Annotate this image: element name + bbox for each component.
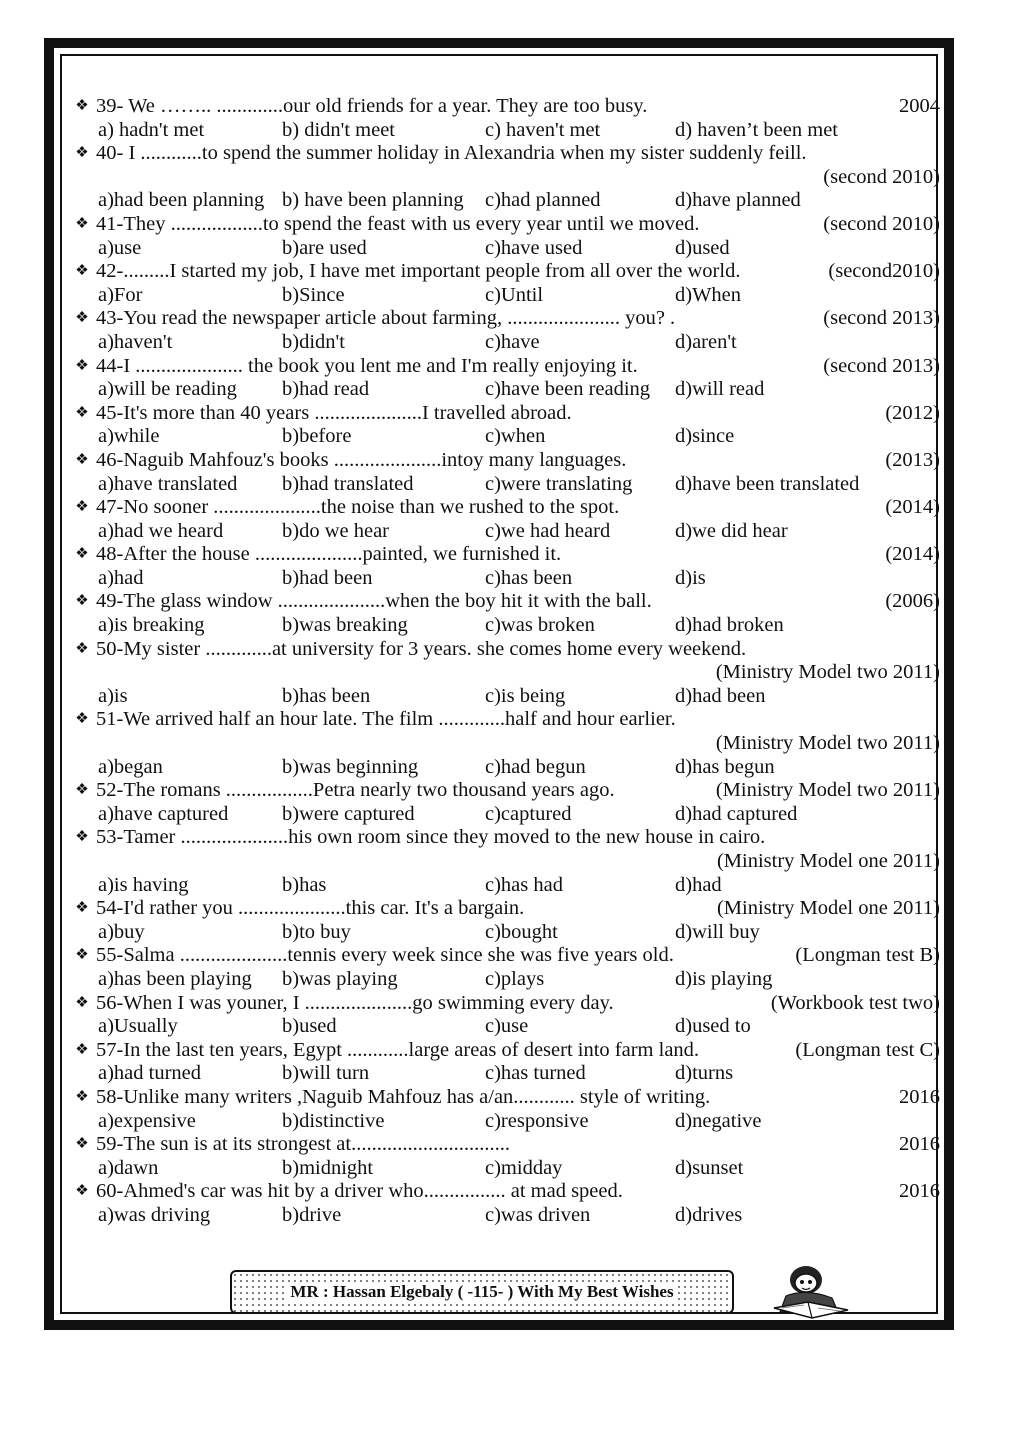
option-c[interactable]: c)was driven bbox=[485, 1203, 591, 1226]
options-row bbox=[70, 473, 940, 497]
option-b[interactable]: b)to buy bbox=[282, 920, 351, 943]
question-text: 52-The romans .................Petra nearly two thousand years ago. bbox=[96, 779, 615, 802]
option-d[interactable]: d)When bbox=[675, 283, 742, 306]
option-c[interactable]: c)responsive bbox=[485, 1109, 589, 1132]
frame-right-bar bbox=[944, 38, 954, 1330]
teacher-reading-illustration bbox=[768, 1262, 860, 1322]
question-text: 47-No sooner .....................the noise than we rushed to the spot. bbox=[96, 496, 620, 519]
option-d[interactable]: d)sunset bbox=[675, 1156, 744, 1179]
options-row bbox=[70, 567, 940, 591]
option-a[interactable]: a)while bbox=[98, 425, 160, 448]
option-d[interactable]: d)will buy bbox=[675, 920, 760, 943]
question-text: 54-I'd rather you .....................this car. It's a bargain. bbox=[96, 897, 525, 920]
question-text: 59-The sun is at its strongest at............................... bbox=[96, 1133, 510, 1156]
question-text: 50-My sister .............at university for 3 years. she comes home every weekend. bbox=[96, 637, 747, 660]
options-row bbox=[70, 803, 940, 827]
question-source: 2016 bbox=[899, 1085, 940, 1108]
option-c[interactable]: c)were translating bbox=[485, 472, 633, 495]
question-text: 40- I ............to spend the summer holiday in Alexandria when my sister suddenly feill. bbox=[96, 142, 807, 165]
question-source-line bbox=[70, 850, 940, 874]
option-a[interactable]: a)is having bbox=[98, 873, 189, 896]
option-b[interactable]: b) didn't meet bbox=[282, 118, 396, 141]
four-point-diamond-icon: ❖ bbox=[75, 451, 89, 468]
four-point-diamond-icon: ❖ bbox=[75, 546, 89, 563]
question-source: (Ministry Model one 2011) bbox=[716, 897, 940, 920]
question-source: (second 2013) bbox=[823, 354, 940, 377]
option-b[interactable]: b)didn't bbox=[282, 330, 345, 353]
option-d[interactable]: d)is playing bbox=[675, 967, 773, 990]
option-b[interactable]: b) have been planning bbox=[282, 189, 464, 212]
option-d[interactable]: d)is bbox=[675, 566, 706, 589]
option-c[interactable]: c)has turned bbox=[485, 1062, 586, 1085]
options-row bbox=[70, 237, 940, 261]
question-text: 41-They ..................to spend the feast with us every year until we moved. bbox=[96, 212, 700, 235]
four-point-diamond-icon: ❖ bbox=[75, 947, 89, 964]
options-row bbox=[70, 921, 940, 945]
option-c[interactable]: c)have used bbox=[485, 236, 583, 259]
option-b[interactable]: b)do we hear bbox=[282, 519, 390, 542]
option-d[interactable]: d)used bbox=[675, 236, 730, 259]
option-a[interactable]: a)will be reading bbox=[98, 378, 237, 401]
options-row bbox=[70, 331, 940, 355]
option-a[interactable]: a)dawn bbox=[98, 1156, 159, 1179]
question-text: 60-Ahmed's car was hit by a driver who................ at mad speed. bbox=[96, 1180, 623, 1203]
option-d[interactable]: d)negative bbox=[675, 1109, 762, 1132]
question-text: 49-The glass window .....................when the boy hit it with the ball. bbox=[96, 590, 652, 613]
question-source: (Workbook test two) bbox=[770, 991, 940, 1014]
question-row bbox=[70, 496, 940, 520]
question-source: (second 2010) bbox=[823, 165, 940, 188]
option-c[interactable]: c)has been bbox=[485, 566, 573, 589]
option-d[interactable]: d)had been bbox=[675, 684, 766, 707]
option-a[interactable]: a)had turned bbox=[98, 1062, 202, 1085]
options-row bbox=[70, 189, 940, 213]
four-point-diamond-icon: ❖ bbox=[75, 829, 89, 846]
options-row bbox=[70, 1110, 940, 1134]
question-source: (second 2013) bbox=[823, 307, 940, 330]
question-source: 2016 bbox=[899, 1133, 940, 1156]
question-row bbox=[70, 1039, 940, 1063]
option-b[interactable]: b)was playing bbox=[282, 967, 398, 990]
option-d[interactable]: d)has begun bbox=[675, 755, 775, 778]
options-row bbox=[70, 968, 940, 992]
four-point-diamond-icon: ❖ bbox=[75, 1183, 89, 1200]
option-c[interactable]: c)is being bbox=[485, 684, 566, 707]
question-source: (2012) bbox=[885, 401, 940, 424]
question-row bbox=[70, 543, 940, 567]
question-text: 53-Tamer .....................his own room since they moved to the new house in cairo. bbox=[96, 826, 766, 849]
options-row bbox=[70, 1015, 940, 1039]
footer-banner bbox=[230, 1270, 734, 1314]
option-d[interactable]: d)since bbox=[675, 425, 735, 448]
question-source-line bbox=[70, 166, 940, 190]
option-a[interactable]: a)is bbox=[98, 684, 128, 707]
option-d[interactable]: d)we did hear bbox=[675, 519, 788, 542]
four-point-diamond-icon: ❖ bbox=[75, 263, 89, 280]
question-row bbox=[70, 307, 940, 331]
option-b[interactable]: b)drive bbox=[282, 1203, 342, 1226]
option-a[interactable]: a)haven't bbox=[98, 330, 173, 353]
question-text: 46-Naguib Mahfouz's books .....................intoy many languages. bbox=[96, 448, 627, 471]
option-a[interactable]: a)is breaking bbox=[98, 614, 205, 637]
four-point-diamond-icon: ❖ bbox=[75, 145, 89, 162]
question-text: 57-In the last ten years, Egypt ............large areas of desert into farm land. bbox=[96, 1038, 700, 1061]
option-a[interactable]: a)was driving bbox=[98, 1203, 211, 1226]
question-source: (Longman test B) bbox=[795, 944, 940, 967]
question-row bbox=[70, 590, 940, 614]
four-point-diamond-icon: ❖ bbox=[75, 1136, 89, 1153]
option-d[interactable]: d)had bbox=[675, 873, 722, 896]
option-b[interactable]: b)has bbox=[282, 873, 327, 896]
options-row bbox=[70, 284, 940, 308]
option-d[interactable]: d)turns bbox=[675, 1062, 734, 1085]
question-text: 42-.........I started my job, I have met important people from all over the world. bbox=[96, 260, 741, 283]
option-c[interactable]: c)we had heard bbox=[485, 519, 611, 542]
question-source: (2006) bbox=[885, 590, 940, 613]
four-point-diamond-icon: ❖ bbox=[75, 215, 89, 232]
option-c[interactable]: c)has had bbox=[485, 873, 563, 896]
option-c[interactable]: c)had begun bbox=[485, 755, 586, 778]
options-row bbox=[70, 1062, 940, 1086]
option-a[interactable]: a)have translated bbox=[98, 472, 238, 495]
option-b[interactable]: b)will turn bbox=[282, 1062, 370, 1085]
option-c[interactable]: c)captured bbox=[485, 802, 572, 825]
question-row bbox=[70, 1086, 940, 1110]
option-b[interactable]: b)were captured bbox=[282, 802, 415, 825]
question-text: 44-I ..................... the book you lent me and I'm really enjoying it. bbox=[96, 354, 638, 377]
option-c[interactable]: c)was broken bbox=[485, 614, 595, 637]
four-point-diamond-icon: ❖ bbox=[75, 357, 89, 374]
question-row bbox=[70, 708, 940, 732]
question-source: (Ministry Model one 2011) bbox=[716, 850, 940, 872]
option-c[interactable]: c)plays bbox=[485, 967, 545, 990]
question-list bbox=[70, 95, 940, 1228]
options-row bbox=[70, 756, 940, 780]
options-row bbox=[70, 520, 940, 544]
option-b[interactable]: b)distinctive bbox=[282, 1109, 385, 1132]
options-row bbox=[70, 1204, 940, 1228]
four-point-diamond-icon: ❖ bbox=[75, 404, 89, 421]
question-text: 45-It's more than 40 years .....................I travelled abroad. bbox=[96, 401, 572, 424]
option-a[interactable]: a) hadn't met bbox=[98, 118, 205, 141]
question-row bbox=[70, 638, 940, 662]
question-row bbox=[70, 826, 940, 850]
question-row bbox=[70, 449, 940, 473]
footer-text: MR : Hassan Elgebaly ( -115- ) With My Best Wishes bbox=[290, 1282, 674, 1301]
four-point-diamond-icon: ❖ bbox=[75, 593, 89, 610]
question-text: 43-You read the newspaper article about farming, ...................... you? . bbox=[96, 307, 676, 330]
option-b[interactable]: b)before bbox=[282, 425, 352, 448]
question-row bbox=[70, 897, 940, 921]
option-b[interactable]: b)used bbox=[282, 1015, 337, 1038]
option-c[interactable]: c) haven't met bbox=[485, 118, 601, 141]
question-source-line bbox=[70, 661, 940, 685]
option-d[interactable]: d)have planned bbox=[675, 189, 801, 212]
option-a[interactable]: a)For bbox=[98, 283, 143, 306]
options-row bbox=[70, 874, 940, 898]
options-row bbox=[70, 119, 940, 143]
option-a[interactable]: a)Usually bbox=[98, 1015, 178, 1038]
four-point-diamond-icon: ❖ bbox=[75, 900, 89, 917]
option-b[interactable]: b)had been bbox=[282, 566, 373, 589]
frame-left-bar bbox=[44, 38, 54, 1330]
question-row bbox=[70, 779, 940, 803]
question-source: (second2010) bbox=[828, 260, 940, 283]
option-b[interactable]: b)are used bbox=[282, 236, 367, 259]
question-source: 2004 bbox=[899, 95, 940, 117]
option-a[interactable]: a)began bbox=[98, 755, 163, 778]
options-row bbox=[70, 614, 940, 638]
four-point-diamond-icon: ❖ bbox=[75, 782, 89, 799]
options-row bbox=[70, 425, 940, 449]
question-source: (2014) bbox=[885, 496, 940, 519]
question-text: 39- We …….. .............our old friends for a year. They are too busy. bbox=[96, 95, 648, 117]
question-source-line bbox=[70, 732, 940, 756]
option-c[interactable]: c)have bbox=[485, 330, 540, 353]
question-row bbox=[70, 402, 940, 426]
four-point-diamond-icon: ❖ bbox=[75, 310, 89, 327]
option-c[interactable]: c)bought bbox=[485, 920, 558, 943]
option-a[interactable]: a)expensive bbox=[98, 1109, 196, 1132]
option-b[interactable]: b)had translated bbox=[282, 472, 414, 495]
option-a[interactable]: a)has been playing bbox=[98, 967, 252, 990]
question-row bbox=[70, 992, 940, 1016]
question-text: 55-Salma .....................tennis every week since she was five years old. bbox=[96, 944, 674, 967]
four-point-diamond-icon: ❖ bbox=[75, 1088, 89, 1105]
four-point-diamond-icon: ❖ bbox=[75, 711, 89, 728]
option-a[interactable]: a)had been planning bbox=[98, 189, 265, 212]
option-c[interactable]: c)when bbox=[485, 425, 546, 448]
options-row bbox=[70, 1157, 940, 1181]
question-source: (2014) bbox=[885, 543, 940, 566]
option-b[interactable]: b)had read bbox=[282, 378, 370, 401]
options-row bbox=[70, 685, 940, 709]
question-source: (Longman test C) bbox=[795, 1038, 940, 1061]
option-d[interactable]: d)drives bbox=[675, 1203, 743, 1226]
option-c[interactable]: c)midday bbox=[485, 1156, 563, 1179]
option-b[interactable]: b)Since bbox=[282, 283, 345, 306]
question-source: 2016 bbox=[899, 1180, 940, 1203]
option-a[interactable]: a)use bbox=[98, 236, 142, 259]
options-row bbox=[70, 378, 940, 402]
question-row bbox=[70, 1133, 940, 1157]
frame-inner-left bbox=[60, 54, 62, 1314]
option-b[interactable]: b)was breaking bbox=[282, 614, 408, 637]
four-point-diamond-icon: ❖ bbox=[75, 499, 89, 516]
option-c[interactable]: c)have been reading bbox=[485, 378, 651, 401]
question-text: 56-When I was youner, I .....................go swimming every day. bbox=[96, 991, 614, 1014]
option-d[interactable]: d)used to bbox=[675, 1015, 751, 1038]
question-row bbox=[70, 1180, 940, 1204]
option-c[interactable]: c)use bbox=[485, 1015, 529, 1038]
option-a[interactable]: a)have captured bbox=[98, 802, 229, 825]
option-d[interactable]: d)will read bbox=[675, 378, 765, 401]
question-text: 48-After the house .....................painted, we furnished it. bbox=[96, 543, 562, 566]
question-row bbox=[70, 95, 940, 119]
question-row bbox=[70, 260, 940, 284]
option-b[interactable]: b)midnight bbox=[282, 1156, 374, 1179]
option-a[interactable]: a)buy bbox=[98, 920, 145, 943]
question-row bbox=[70, 142, 940, 166]
frame-top-bar bbox=[44, 38, 954, 48]
option-a[interactable]: a)had bbox=[98, 566, 144, 589]
four-point-diamond-icon: ❖ bbox=[75, 640, 89, 657]
question-source: (Ministry Model two 2011) bbox=[715, 661, 940, 684]
option-d[interactable]: d)had broken bbox=[675, 614, 784, 637]
option-b[interactable]: b)was beginning bbox=[282, 755, 419, 778]
option-c[interactable]: c)had planned bbox=[485, 189, 601, 212]
option-c[interactable]: c)Until bbox=[485, 283, 544, 306]
option-d[interactable]: d) haven’t been met bbox=[675, 118, 838, 141]
option-d[interactable]: d)aren't bbox=[675, 330, 737, 353]
option-d[interactable]: d)had captured bbox=[675, 802, 798, 825]
option-d[interactable]: d)have been translated bbox=[675, 472, 860, 495]
question-source: (Ministry Model two 2011) bbox=[715, 732, 940, 755]
question-text: 58-Unlike many writers ,Naguib Mahfouz has a/an............ style of writing. bbox=[96, 1085, 711, 1108]
question-source: (2013) bbox=[885, 448, 940, 471]
four-point-diamond-icon: ❖ bbox=[75, 994, 89, 1011]
question-row bbox=[70, 944, 940, 968]
option-a[interactable]: a)had we heard bbox=[98, 519, 224, 542]
four-point-diamond-icon: ❖ bbox=[75, 1041, 89, 1058]
question-row bbox=[70, 213, 940, 237]
question-source: (second 2010) bbox=[823, 212, 940, 235]
frame-inner-top bbox=[60, 54, 938, 56]
option-b[interactable]: b)has been bbox=[282, 684, 371, 707]
question-row bbox=[70, 355, 940, 379]
question-source: (Ministry Model two 2011) bbox=[715, 779, 940, 802]
question-text: 51-We arrived half an hour late. The film .............half and hour earlier. bbox=[96, 708, 676, 731]
four-point-diamond-icon: ❖ bbox=[75, 98, 89, 114]
